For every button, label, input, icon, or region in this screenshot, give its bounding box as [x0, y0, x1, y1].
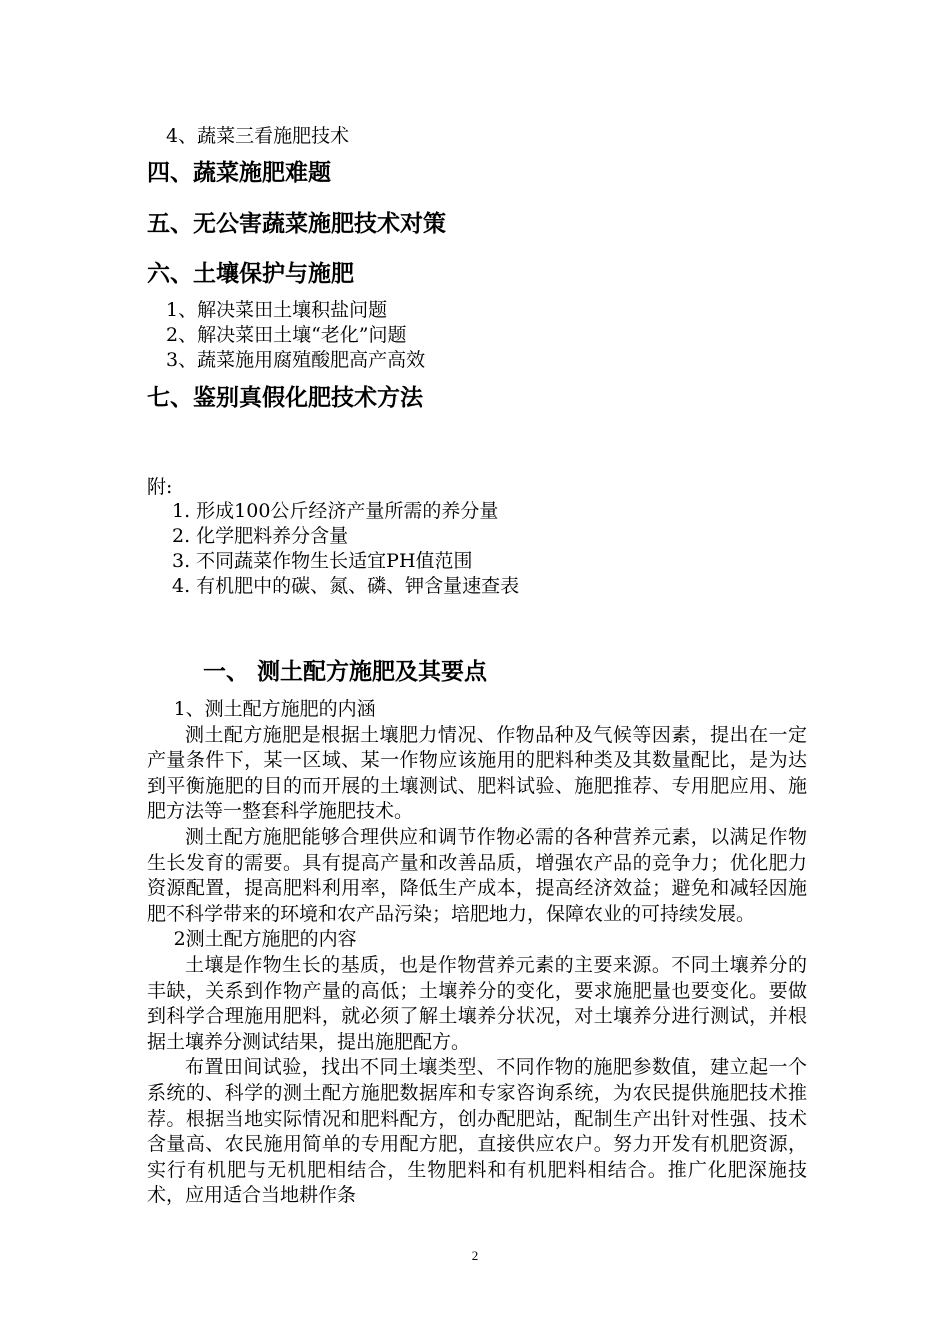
toc-heading-6: 六、土壤保护与施肥 [147, 261, 354, 287]
appendix-item-1: 1. 形成100公斤经济产量所需的养分量 [172, 500, 499, 522]
subsection-1-title: 1、测土配方施肥的内涵 [173, 698, 376, 720]
subsection-2-title: 2测土配方施肥的内容 [173, 928, 357, 951]
appendix-item-4: 4. 有机肥中的碳、氮、磷、钾含量速查表 [172, 575, 520, 597]
section-1-body [147, 697, 807, 1209]
toc-sub-6-3: 3、蔬菜施用腐殖酸肥高产高效 [166, 349, 426, 371]
paragraph-3: 土壤是作物生长的基质，也是作物营养元素的主要来源。不同土壤养分的丰缺，关系到作物产量的高低；土壤养分的变化，要求施肥量也要变化。要做到科学合理施用肥料，就必须了解土壤养分状况，对土壤养分进行测试，并根据土壤养分测试结果，提出施肥配方。 [147, 953, 807, 1053]
paragraph-2: 测土配方施肥能够合理供应和调节作物必需的各种营养元素，以满足作物生长发育的需要。具有提高产量和改善品质，增强农产品的竞争力；优化肥力资源配置，提高肥料利用率，降低生产成本，提高经济效益；避免和减轻因施肥不科学带来的环境和农产品污染；培肥地力，保障农业的可持续发展。 [147, 825, 807, 925]
appendix-item-2: 2. 化学肥料养分含量 [172, 525, 349, 547]
appendix-item-3: 3. 不同蔬菜作物生长适宜PH值范围 [172, 550, 473, 572]
toc-item-veg-three-look: 4、蔬菜三看施肥技术 [166, 125, 350, 147]
toc-heading-5: 五、无公害蔬菜施肥技术对策 [147, 211, 446, 237]
toc-heading-7: 七、鉴别真假化肥技术方法 [147, 385, 423, 411]
toc-heading-4: 四、蔬菜施肥难题 [147, 160, 331, 186]
toc-sub-6-2: 2、解决菜田土壤“老化”问题 [166, 324, 407, 346]
paragraph-4: 布置田间试验，找出不同土壤类型、不同作物的施肥参数值，建立起一个系统的、科学的测土配方施肥数据库和专家咨询系统，为农民提供施肥技术推荐。根据当地实际情况和肥料配方，创办配肥站，配制生产出针对性强、技术含量高、农民施用简单的专用配方肥，直接供应农户。努力开发有机肥资源，实行有机肥与无机肥相结合，生物肥料和有机肥料相结合。推广化肥深施技术，应用适合当地耕作条 [147, 1056, 807, 1207]
page-number: 2 [471, 1248, 479, 1263]
paragraph-1: 测土配方施肥是根据土壤肥力情况、作物品种及气候等因素，提出在一定产量条件下，某一区域、某一作物应该施用的肥料种类及其数量配比，是为达到平衡施肥的目的而开展的土壤测试、肥料试验、施肥推荐、专用肥应用、施肥方法等一整套科学施肥技术。 [147, 723, 807, 823]
appendix-label: 附: [147, 476, 173, 498]
toc-sub-6-1: 1、解决菜田土壤积盐问题 [166, 299, 388, 321]
section-1-title: 一、 测土配方施肥及其要点 [203, 659, 488, 685]
